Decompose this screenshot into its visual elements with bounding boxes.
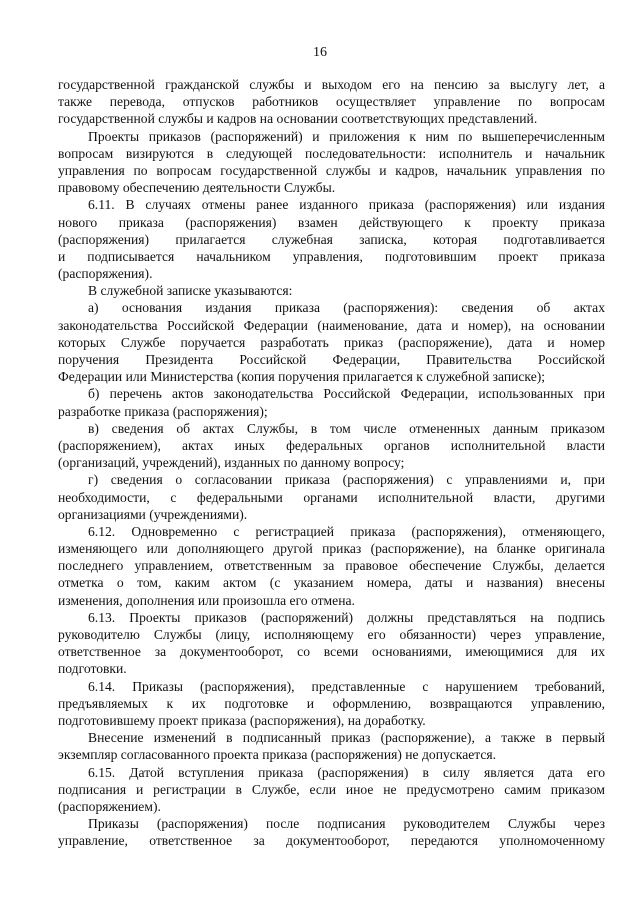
text-line: 6.11. В случаях отмены ранее изданного приказа (распоряжения) или издания bbox=[88, 197, 605, 213]
text-line: подготовившему проект приказа (распоряжения), на доработку. bbox=[58, 712, 426, 728]
text-line: 6.12. Одновременно с регистрацией приказа (распоряжения), отменяющего, bbox=[88, 523, 605, 539]
text-line: последнего управлением, ответственным за правовое обеспечение Службы, делается bbox=[58, 558, 605, 574]
text-line: Федерации или Министерства (копия поручения прилагается к служебной записке); bbox=[58, 369, 546, 385]
text-line: в) сведения об актах Службы, в том числе отмененных данным приказом bbox=[88, 420, 605, 436]
text-line: б) перечень актов законодательства Российской Федерации, использованных при bbox=[88, 386, 605, 402]
text-line: (организаций, учреждений), изданных по данному вопросу; bbox=[58, 455, 405, 471]
paragraph bbox=[58, 282, 605, 299]
paragraph bbox=[58, 609, 605, 678]
text-line: (распоряжением), актах иных федеральных органов исполнительной власти bbox=[58, 437, 605, 453]
text-line: изменяющего или дополняющего другой приказ (распоряжение), на бланке оригинала bbox=[58, 541, 605, 557]
text-line: (распоряжением). bbox=[58, 798, 161, 814]
paragraph bbox=[58, 764, 605, 816]
paragraph bbox=[58, 128, 605, 197]
text-line: и подписывается начальником управления, подготовившим проект приказа bbox=[58, 248, 605, 264]
paragraph bbox=[58, 385, 605, 419]
text-line: предъявляемых к их подготовке и оформлению, возвращаются управлению, bbox=[58, 695, 605, 711]
text-line: 6.13. Проекты приказов (распоряжений) должны представляться на подпись bbox=[88, 609, 605, 625]
text-line: государственной гражданской службы и выходом его на пенсию за выслугу лет, а bbox=[58, 77, 605, 92]
text-line: управления по вопросам государственной службы и кадров, начальник управления по bbox=[58, 162, 605, 178]
paragraph bbox=[58, 678, 605, 730]
text-line: г) сведения о согласовании приказа (распоряжения) с управлениями и, при bbox=[88, 472, 605, 488]
paragraph bbox=[58, 471, 605, 523]
text-line: поручения Президента Российской Федерации, Правительства Российской bbox=[58, 352, 605, 367]
document-body bbox=[58, 76, 605, 849]
paragraph bbox=[58, 815, 605, 849]
text-line: законодательства Российской Федерации (наименование, дата и номер), на основании bbox=[58, 317, 605, 333]
text-line: также перевода, отпусков работников осуществляет управление по вопросам bbox=[58, 94, 605, 110]
paragraph bbox=[58, 299, 605, 385]
text-line: Проекты приказов (распоряжений) и приложения к ним по вышеперечисленным bbox=[88, 128, 605, 144]
text-line: правовому обеспечению деятельности Службы. bbox=[58, 180, 336, 196]
text-line: отметка о том, каким актом (с указанием номера, даты и названия) внесены bbox=[58, 575, 605, 591]
text-line: Приказы (распоряжения) после подписания руководителем Службы через bbox=[88, 816, 605, 832]
page-number: 16 bbox=[313, 45, 327, 60]
text-line: руководителю Службы (лицу, исполняющему его обязанности) через управление, bbox=[58, 627, 605, 642]
text-line: необходимости, с федеральными органами исполнительной власти, другими bbox=[58, 489, 605, 505]
text-line: В служебной записке указываются: bbox=[88, 283, 293, 299]
text-line: ответственное за документооборот, со всеми основаниями, имеющимися для их bbox=[58, 644, 605, 660]
text-line: подготовки. bbox=[58, 661, 127, 677]
text-line: нового приказа (распоряжения) взамен действующего к проекту приказа bbox=[58, 214, 605, 230]
text-line: которых Службе поручается разработать приказ (распоряжение), дата и номер bbox=[58, 334, 605, 350]
paragraph bbox=[58, 523, 605, 609]
text-line: вопросам визируются в следующей последовательности: исполнитель и начальник bbox=[58, 145, 605, 161]
text-line: разработке приказа (распоряжения); bbox=[58, 403, 268, 419]
text-line: экземпляр согласованного проекта приказа (распоряжения) не допускается. bbox=[58, 747, 497, 763]
text-line: государственной службы и кадров на основании соответствующих представлений. bbox=[58, 111, 538, 127]
text-line: а) основания издания приказа (распоряжения): сведения об актах bbox=[88, 300, 605, 316]
text-line: подписания и регистрации в Службе, если иное не предусмотрено самим приказом bbox=[58, 781, 605, 797]
text-line: (распоряжения). bbox=[58, 266, 153, 282]
text-line: (распоряжения) прилагается служебная записка, которая подготавливается bbox=[58, 231, 605, 247]
paragraph bbox=[58, 729, 605, 763]
paragraph bbox=[58, 76, 605, 128]
paragraph bbox=[58, 420, 605, 472]
text-line: 6.14. Приказы (распоряжения), представленные с нарушением требований, bbox=[88, 678, 605, 694]
text-line: организациями (учреждениями). bbox=[58, 506, 248, 522]
text-line: Внесение изменений в подписанный приказ (распоряжение), а также в первый bbox=[88, 730, 605, 746]
text-line: 6.15. Датой вступления приказа (распоряжения) в силу является дата его bbox=[88, 764, 605, 780]
text-line: изменения, дополнения или произошла его отмена. bbox=[58, 592, 355, 608]
paragraph bbox=[58, 196, 605, 282]
text-line: управление, ответственное за документооборот, передаются уполномоченному bbox=[58, 833, 605, 849]
